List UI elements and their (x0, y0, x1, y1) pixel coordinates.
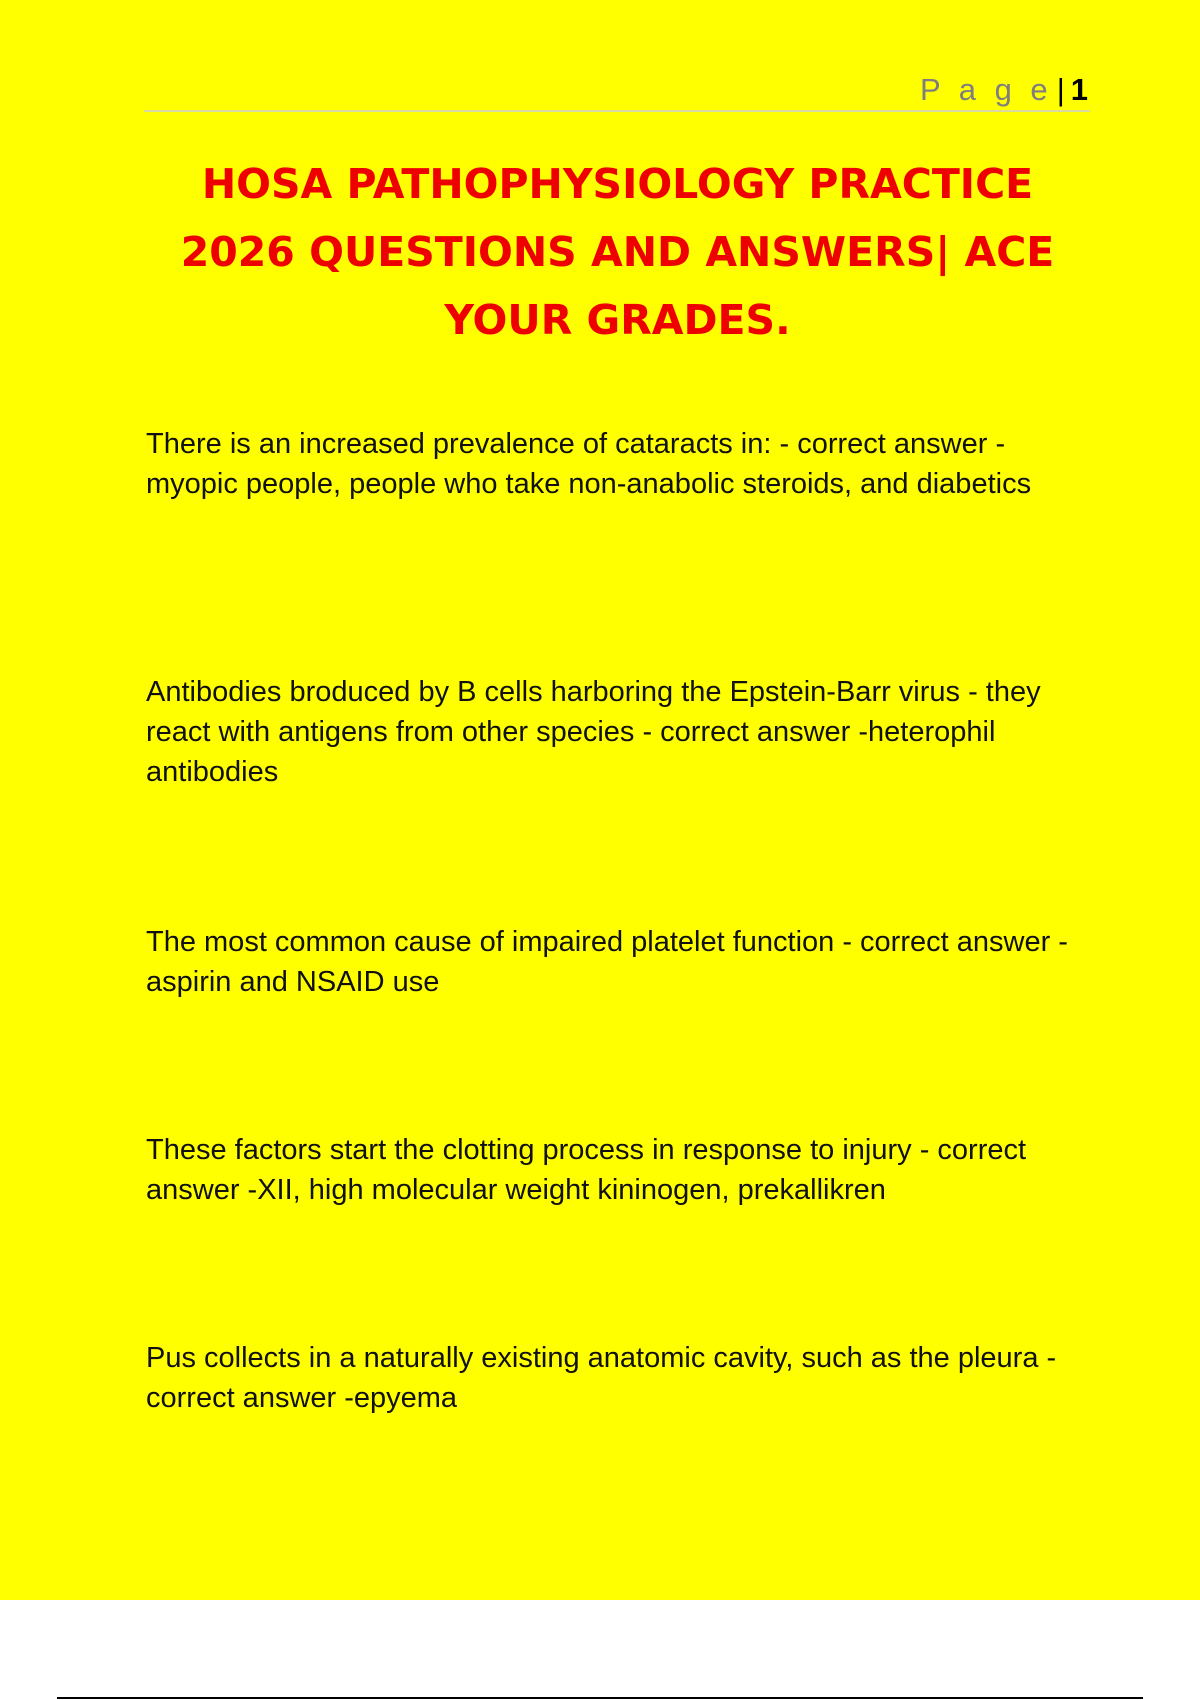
page-separator: | (1056, 72, 1065, 107)
qa-item: The most common cause of impaired platelet function - correct answer -aspirin and NSAID use (146, 926, 1068, 998)
qa-item: These factors start the clotting process in response to injury - correct answer -XII, high molecular weight kininogen, prekallikren (146, 1134, 1027, 1206)
page-word: P a g e (920, 72, 1053, 107)
document-title: HOSA PATHOPHYSIOLOGY PRACTICE 2026 QUESTIONS AND ANSWERS| ACE YOUR GRADES. (180, 160, 1055, 344)
qa-item: Antibodies broduced by B cells harboring the Epstein-Barr virus - they react with antigens from other species - correct answer -heterophil antibodies (146, 676, 1041, 788)
page-number: 1 (1070, 72, 1088, 107)
page-number-label (920, 72, 1088, 108)
qa-item: Pus collects in a naturally existing anatomic cavity, such as the pleura - correct answer -epyema (146, 1342, 1057, 1414)
page-header (144, 70, 1090, 112)
footer-divider (57, 1697, 1143, 1699)
qa-item: There is an increased prevalence of cataracts in: - correct answer -myopic people, people who take non-anabolic steroids, and diabetics (146, 428, 1032, 500)
